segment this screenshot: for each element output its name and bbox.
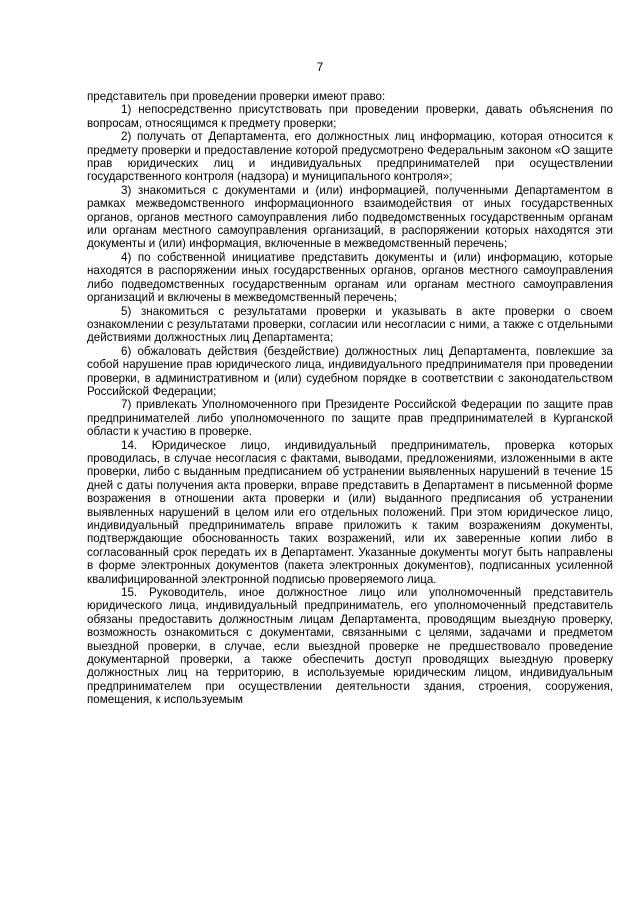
page-number: 7 [316,62,324,74]
document-body [87,90,613,707]
paragraph-right-6: 6) обжаловать действия (бездействие) должностных лиц Департамента, повлекшие за собой нарушение прав юридического лица, индивидуального предпринимателя при проведении проверки, в административном и (или) судебном порядке в соответствии с законодательством Российской Федерации; [87,344,613,398]
paragraph-clause-15: 15. Руководитель, иное должностное лицо или уполномоченный представитель юридического лица, индивидуальный предприниматель, его уполномоченный представитель обязаны предоставить должностным лицам Департамента, проводящим выездную проверку, возможность ознакомиться с документами, связанными с целями, задачами и предметом выездной проверки, в случае, если выездной проверке не предшествовало проведение документарной проверки, а также обеспечить доступ проводящих выездную проверку должностных лиц на территорию, в используемые юридическим лицом, индивидуальным предпринимателем при осуществлении деятельности здания, строения, сооружения, помещения, к используемым [87,586,613,707]
paragraph-right-4: 4) по собственной инициативе представить документы и (или) информацию, которые находятся в распоряжении иных государственных органов, органов местного самоуправления либо подведомственных государственным органам или органам местного самоуправления организаций и включены в межведомственный перечень; [87,250,613,305]
paragraph-right-1: 1) непосредственно присутствовать при проведении проверки, давать объяснения по вопросам, относящимся к предмету проверки; [87,103,613,130]
paragraph-right-3: 3) знакомиться с документами и (или) информацией, полученными Департаментом в рамках межведомственного информационного взаимодействия от иных государственных органов, органов местного самоуправления либо подведомственных государственным органам или органам местного самоуправления организаций, в распоряжении которых находятся эти документы и (или) информация, включенные в межведомственный перечень; [87,183,613,251]
paragraph-right-2: 2) получать от Департамента, его должностных лиц информацию, которая относится к предмету проверки и предоставление которой предусмотрено Федеральным законом «О защите прав юридических лиц и индивидуальных предпринимателей при осуществлении государственного контроля (надзора) и муниципального контроля»; [87,130,613,184]
paragraph-right-7: 7) привлекать Уполномоченного при Президенте Российской Федерации по защите прав предпринимателей либо уполномоченного по защите прав предпринимателей в Курганской области к участию в проверке. [87,398,613,439]
paragraph-right-5: 5) знакомиться с результатами проверки и указывать в акте проверки о своем ознакомлении с результатами проверки, согласии или несогласии с ними, а также с отдельными действиями должностных лиц Департамента; [87,304,613,345]
paragraph-clause-14: 14. Юридическое лицо, индивидуальный предприниматель, проверка которых проводилась, в случае несогласия с фактами, выводами, предложениями, изложенными в акте проверки, либо с выданным предписанием об устранении выявленных нарушений в течение 15 дней с даты получения акта проверки, вправе представить в Департамент в письменной форме возражения в отношении акта проверки и (или) выданного предписания об устранении выявленных нарушений в целом или его отдельных положений. При этом юридическое лицо, индивидуальный предприниматель вправе приложить к таким возражениям документы, подтверждающие обоснованность таких возражений, или их заверенные копии либо в согласованный срок передать их в Департамент. Указанные документы могут быть направлены в форме электронных документов (пакета электронных документов), подписанных усиленной квалифицированной электронной подписью проверяемого лица. [87,438,613,586]
paragraph-intro: представитель при проведении проверки имеют право: [87,90,386,103]
